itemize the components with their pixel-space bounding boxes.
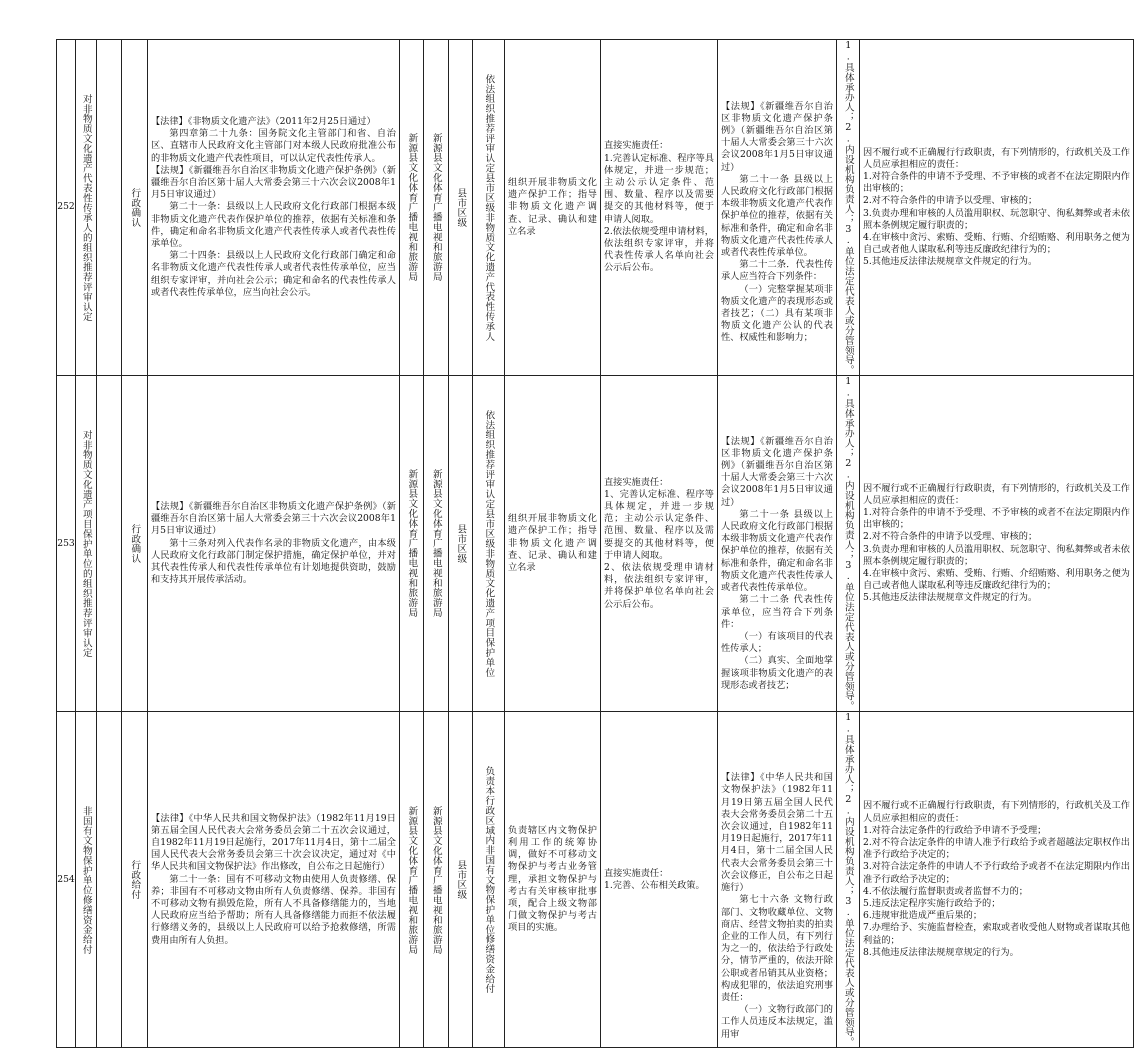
item-name-text: 对非物质文化遗产代表性传承人的组织推荐评审认定 [80, 93, 92, 322]
duty-basis-paragraph: （一）有该项目的代表性传承人； [721, 630, 833, 655]
row-number [57, 40, 76, 376]
accountability-text: 因不履行或不正确履行行政职责，有下列情形的，行政机关及工作人员应承担相应的责任： 1.对符合条件的申请不予受理、不予审核的或者不在法定期限内作出审核的； 2.对不符合条件的申请予以受理、审核的； 3.负责办理和审核的人员滥用职权、玩忽职守、徇私舞弊或者未依照本条例规定履行职责的； 4.在审核中贪污、索贿、受贿、行贿、介绍贿赂、利用职务之便为自己或者他人谋取私利等违反廉政纪律行为的； 5.其他违反法律法规规章文件规定的行为。 [863, 146, 1130, 268]
table-row [57, 712, 1134, 1048]
duty-basis-paragraph: 【法规】《新疆维吾尔自治区非物质文化遗产保护条例》（新疆维吾尔自治区第十届人大常委会第三十六次会议2008年1月5日审议通过） [721, 100, 833, 173]
responsible-dept-text: 新源县文化体育广播电视和旅游局 [430, 133, 442, 282]
responsible-dept [424, 712, 449, 1048]
work-content [505, 376, 601, 712]
duty-basis-paragraph: 第七十六条 文物行政部门、文物收藏单位、文物商店、经营文物拍卖的拍卖企业的工作人员，有下列行为之一的，依法给予行政处分，情节严重的，依法开除公职或者吊销其从业资格；构成犯罪的，依法追究刑事责任： [721, 894, 833, 1003]
work-content [505, 712, 601, 1048]
duty-items-text: 直接实施责任： 1.完善、公布相关政策。 [604, 867, 705, 891]
implementing-dept-text: 新源县文化体育广播电视和旅游局 [406, 805, 418, 955]
responsible-subjects [837, 376, 860, 712]
admin-level-text: 县市区级 [455, 187, 467, 228]
implementing-dept-text: 新源县文化体育广播电视和旅游局 [406, 469, 418, 618]
admin-level [449, 376, 473, 712]
row-number-text: 252 [57, 201, 75, 213]
work-content-text: 组织开展非物质文化遗产保护工作；指导非物质文化遗产调查、记录、确认和建立名录 [508, 513, 597, 573]
legal-basis [148, 712, 400, 1048]
row-number [57, 376, 76, 712]
responsible-dept-text: 新源县文化体育广播电视和旅游局 [430, 805, 442, 955]
responsible-dept-text: 新源县文化体育广播电视和旅游局 [430, 469, 442, 618]
duty-items-text: 直接实施责任： 1.完善认定标准、程序等具体规定，并进一步规范；主动公示认定条件、范围、数量、程序以及需要提交的其他材料等，便于申请人阅取。 2.依法依规受理申请材料，依法组织专家评审，并将代表性传承人名单向社会公示后公布。 [604, 140, 714, 274]
admin-level [449, 712, 473, 1048]
implementation-subject-text: 依法组织推荐评审认定县市区级非物质文化遗产项目保护单位 [483, 410, 495, 678]
legal-basis-paragraph: 【法律】《中华人民共和国文物保护法》（1982年11月19日第五届全国人民代表大会常务委员会第二十五次会议通过，自1982年11月19日起施行，2017年11月4日，第十二届全国人民代表大会常务委员会第三十次会议决定，通过对《中华人民共和国文物保护法》作出修改，自公布之日起施行） [151, 812, 396, 873]
duty-basis-paragraph: 【法规】《新疆维吾尔自治区非物质文化遗产保护条例》（新疆维吾尔自治区第十届人大常委会第三十六次会议2008年1月5日审议通过） [721, 435, 833, 508]
duty-basis-paragraph: 第二十一条 县级以上人民政府文化行政部门根据本级非物质文化遗产代表作保护单位的推荐，依据有关标准和条件，确定和命名非物质文化遗产代表性传承人或者代表性传承单位。 [721, 508, 833, 594]
work-content [505, 40, 601, 376]
sub-item [97, 40, 122, 376]
accountability [860, 40, 1134, 376]
admin-level-text: 县市区级 [455, 523, 467, 564]
row-number-text: 254 [57, 873, 75, 885]
item-name [76, 40, 97, 376]
sub-item [97, 376, 122, 712]
legal-basis-paragraph: 【法律】《非物质文化遗产法》（2011年2月25日通过） [151, 116, 376, 128]
table-row [57, 40, 1134, 376]
duty-basis-paragraph: （二）真实、全面地掌握该项非物质文化遗产的表现形态或者技艺； [721, 655, 833, 691]
item-type-text: 行政确认 [129, 523, 141, 564]
implementing-dept [400, 376, 424, 712]
item-name [76, 376, 97, 712]
legal-basis-paragraph: 第二十四条：县级以上人民政府文化行政部门确定和命名非物质文化遗产代表性传承人或者代表性传承单位，应当组织专家评审，并向社会公示；确定和命名的代表性传承人或者代表性传承单位，应当向社会公示。 [151, 250, 396, 298]
responsible-subjects [837, 40, 860, 376]
accountability-text: 因不履行或不正确履行行政职责，有下列情形的，行政机关及工作人员应承担相应的责任： 1.对符合法定条件的行政给予申请不予受理； 2.对不符合法定条件的申请人准予行政给予或者超越法定职权作出准予行政给予决定的； 3.对符合法定条件的申请人不予行政给予或者不在法定期限内作出准予行政给予决定的； 4.不依法履行监督职责或者监督不力的； 5.违反法定程序实施行政给予的； 6.违规审批造成严重后果的； 7.办理给予、实施监督检查，索取或者收受他人财物或者谋取其他利益的； 8.其他违反法律法规规章规定的行为。 [863, 800, 1130, 958]
implementation-subject [473, 40, 505, 376]
accountability [860, 712, 1134, 1048]
sub-item [97, 712, 122, 1048]
authority-table [56, 39, 1134, 1048]
duty-basis [718, 376, 837, 712]
implementation-subject-text: 依法组织推荐评审认定县市区级非物质文化遗产代表性传承人 [483, 73, 495, 342]
duty-basis-paragraph: 【法律】《中华人民共和国文物保护法》（1982年11月19日第五届全国人民代表大会常务委员会第二十五次会议通过，自1982年11月19日起施行，2017年11月4日，第十二届全国人民代表大会常务委员会第三十次会议修正，自公布之日起施行） [721, 772, 833, 894]
implementing-dept-text: 新源县文化体育广播电视和旅游局 [406, 133, 418, 282]
duty-basis-paragraph: 第二十二条．代表性传承人应当符合下列条件： [721, 259, 833, 283]
legal-basis-paragraph: 第二十一条：县级以上人民政府文化行政部门根据本级非物质文化遗产代表作保护单位的推荐，依据有关标准和条件，确定和命名非物质文化遗产代表性传承人或者代表性传承单位。 [151, 201, 396, 250]
legal-basis [148, 40, 400, 376]
duty-items [601, 712, 718, 1048]
item-name [76, 712, 97, 1048]
legal-basis-paragraph: 第二十一条：国有不可移动文物由使用人负责修缮、保养；非国有不可移动文物由所有人负责修缮、保养。非国有不可移动文物有损毁危险，所有人不具备修缮能力的，当地人民政府应当给予帮助；所有人具备修缮能力而拒不依法履行修缮义务的，县级以上人民政府可以给予抢救修缮，所需费用由所有人负担。 [151, 873, 396, 946]
row-number-text: 253 [57, 537, 75, 549]
responsible-dept [424, 376, 449, 712]
admin-level-text: 县市区级 [455, 859, 467, 900]
item-type [122, 376, 148, 712]
legal-basis-paragraph: 【法规】《新疆维吾尔自治区非物质文化遗产保护条例》（新疆维吾尔自治区第十届人大常委会第三十六次会议2008年1月5日审议通过） [151, 500, 396, 537]
duty-basis-paragraph: （一）完整掌握某项非物质文化遗产的表现形态或者技艺；（二）具有某项非物质文化遗产公认的代表性、权威性和影响力； [721, 283, 833, 344]
duty-basis [718, 712, 837, 1048]
responsible-subjects-text: 1.具体承办人；2.内设机构负责人；3.单位法定代表人或分管领导。 [842, 40, 854, 376]
row-number [57, 712, 76, 1048]
implementing-dept [400, 40, 424, 376]
item-type-text: 行政确认 [129, 187, 141, 228]
item-name-text: 对非物质文化遗产项目保护单位的组织推荐评审认定 [80, 429, 92, 658]
duty-items [601, 40, 718, 376]
responsible-subjects-text: 1.具体承办人；2.内设机构负责人；3.单位法定代表人或分管领导。 [842, 712, 854, 1048]
implementation-subject [473, 376, 505, 712]
responsible-dept [424, 40, 449, 376]
duty-items [601, 376, 718, 712]
responsible-subjects-text: 1.具体承办人；2.内设机构负责人；3.单位法定代表人或分管领导。 [842, 376, 854, 712]
duty-basis-paragraph: 第二十二条 代表性传承单位，应当符合下列条件： [721, 594, 833, 630]
implementing-dept [400, 712, 424, 1048]
duty-basis [718, 40, 837, 376]
item-name-text: 非国有文物保护单位修缮资金给付 [80, 805, 92, 955]
implementation-subject-text: 负责本行政区域内非国有文物保护单位修缮资金给付 [483, 765, 495, 994]
item-type-text: 行政给付 [129, 859, 141, 900]
legal-basis [148, 376, 400, 712]
work-content-text: 负责辖区内文物保护利用工作的统筹协调，做好不可移动文物保护与考古业务管理，承担文物保护与考古有关审核审批事项，配合上级文物部门做文物保护与考古项目的实施。 [508, 824, 597, 934]
table-row [57, 376, 1134, 712]
duty-items-text: 直接实施责任： 1、完善认定标准、程序等具体规定，并进一步规范；主动公示认定条件、范围、数量、程序以及需要提交的其他材料等，便于申请人阅取。 2、依法依规受理申请材料，依法组织专家评审，并将保护单位名单向社会公示后公布。 [604, 476, 714, 610]
admin-level [449, 40, 473, 376]
legal-basis-paragraph: 第十三条对列入代表作名录的非物质文化遗产，由本级人民政府文化行政部门制定保护措施，确定保护单位，并对其代表性传承人和代表性传承单位有计划地提供资助，鼓励和支持其开展传承活动。 [151, 537, 396, 586]
duty-basis-paragraph: （一）文物行政部门的工作人员违反本法规定，滥用审 [721, 1004, 833, 1040]
item-type [122, 712, 148, 1048]
accountability [860, 376, 1134, 712]
duty-basis-paragraph: 第二十一条 县级以上人民政府文化行政部门根据本级非物质文化遗产代表作保护单位的推荐，依据有关标准和条件，确定和命名非物质文化遗产代表性传承人或者代表性传承单位。 [721, 173, 833, 258]
item-type [122, 40, 148, 376]
legal-basis-paragraph: 【法规】《新疆维吾尔自治区非物质文化遗产保护条例》（新疆维吾尔自治区第十届人大常委会第三十六次会议2008年1月5日审议通过） [151, 164, 396, 201]
responsible-subjects [837, 712, 860, 1048]
legal-basis-paragraph: 第四章第二十九条：国务院文化主管部门和省、自治区、直辖市人民政府文化主管部门对本级人民政府批准公布的非物质文化遗产代表性项目，可以认定代表性传承人。 [151, 128, 396, 164]
accountability-text: 因不履行或不正确履行行政职责，有下列情形的，行政机关及工作人员应承担相应的责任： 1.对符合条件的申请不予受理、不予审核的或者不在法定期限内作出审核的； 2.对不符合条件的申请予以受理、审核的； 3.负责办理和审核的人员滥用职权、玩忽职守、徇私舞弊或者未依照本条例规定履行职责的； 4.在审核中贪污、索贿、受贿、行贿、介绍贿赂、利用职务之便为自己或者他人谋取私利等违反廉政纪律行为的； 5.其他违反法律法规规章文件规定的行为。 [863, 482, 1130, 604]
implementation-subject [473, 712, 505, 1048]
work-content-text: 组织开展非物质文化遗产保护工作；指导非物质文化遗产调查、记录、确认和建立名录 [508, 177, 597, 237]
